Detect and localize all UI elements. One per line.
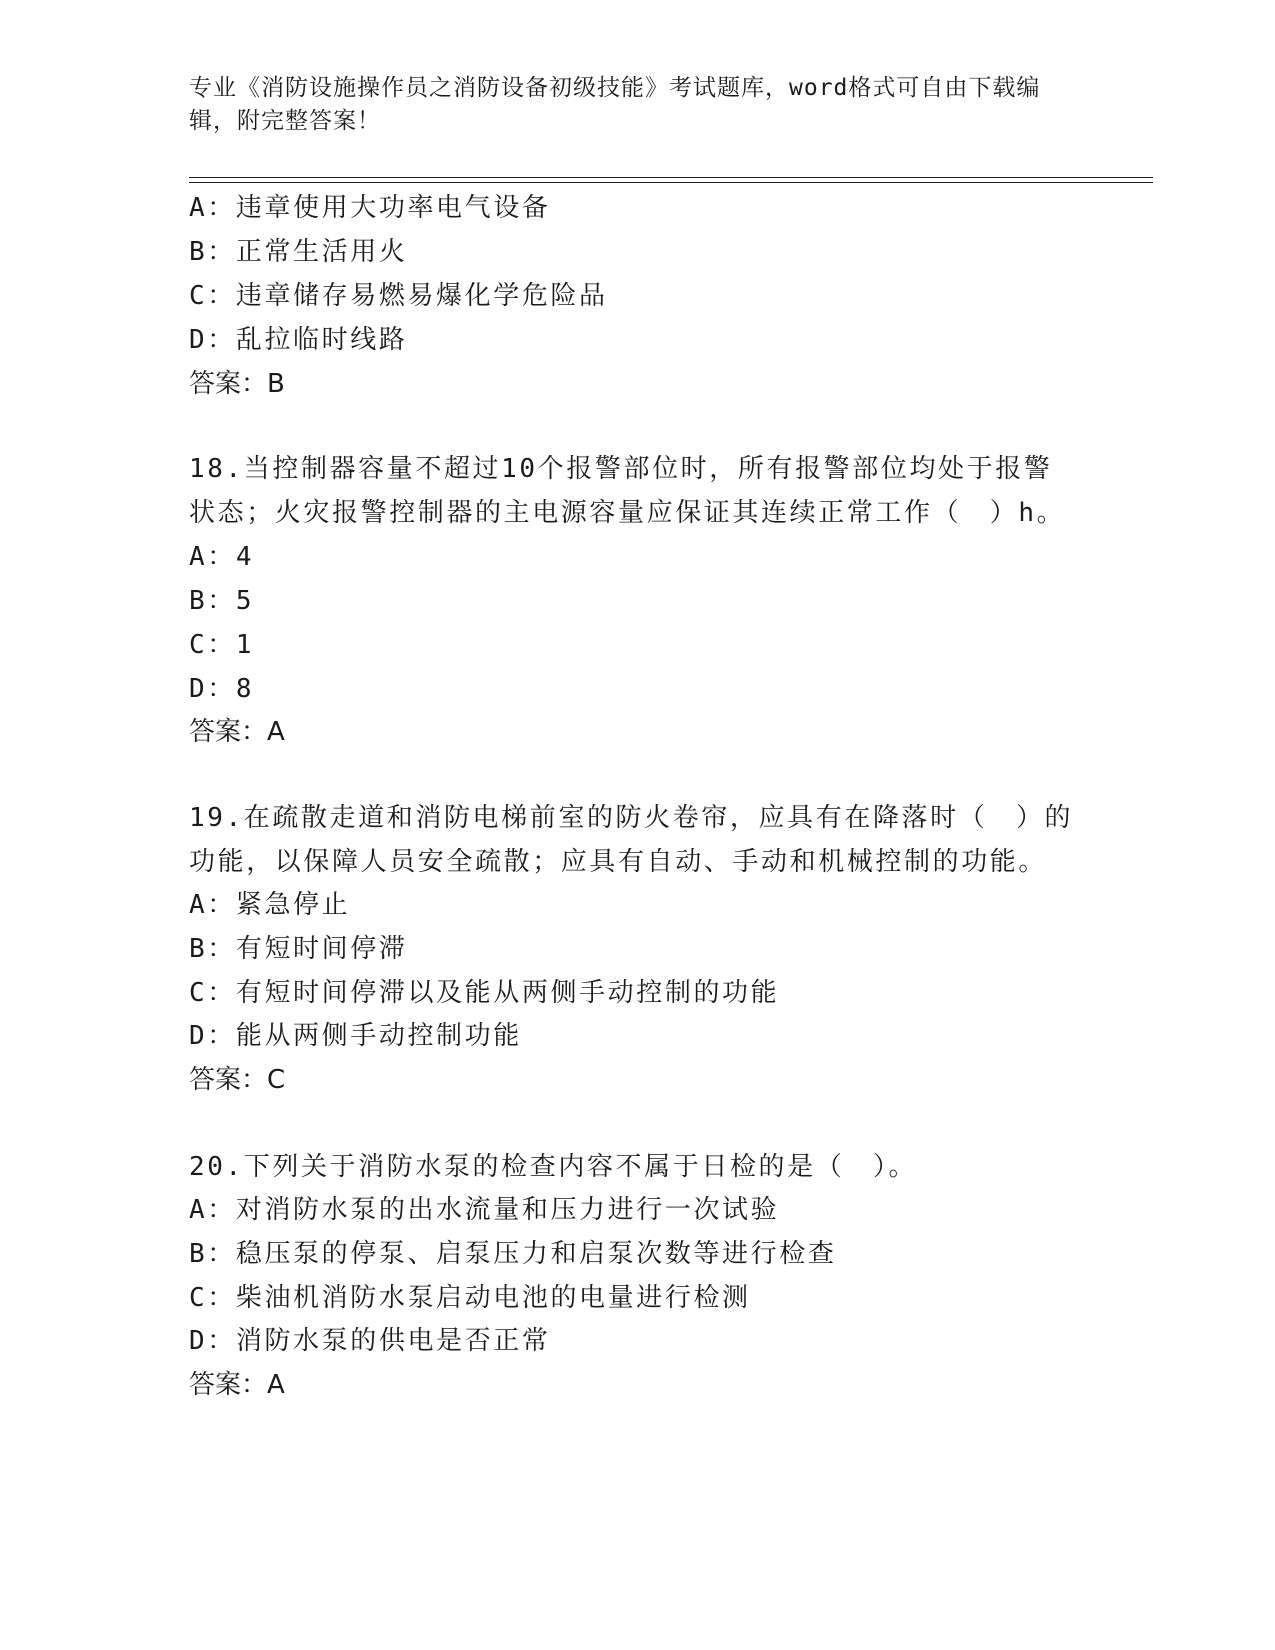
header-line-1: 专业《消防设施操作员之消防设备初级技能》考试题库，word格式可自由下载编: [189, 75, 1041, 101]
q20-option-c: C：柴油机消防水泵启动电池的电量进行检测: [189, 1283, 751, 1313]
q19-option-b: B：有短时间停滞: [189, 934, 408, 964]
q20-stem-line-1: 20.下列关于消防水泵的检查内容不属于日检的是（ ）。: [189, 1152, 918, 1182]
q20-option-a: A：对消防水泵的出水流量和压力进行一次试验: [189, 1195, 780, 1225]
q19-stem-line-2: 功能，以保障人员安全疏散；应具有自动、手动和机械控制的功能。: [189, 847, 1048, 877]
q19-stem-line-1: 19.在疏散走道和消防电梯前室的防火卷帘，应具有在降落时（ ）的: [189, 803, 1074, 833]
q18-option-a: A：4: [189, 542, 255, 572]
q17-option-a: A：违章使用大功率电气设备: [189, 193, 551, 223]
header-line-2: 辑，附完整答案！: [189, 108, 381, 134]
q19-answer: 答案：C: [189, 1065, 286, 1095]
q17-option-c: C：违章储存易燃易爆化学危险品: [189, 281, 608, 311]
q20-option-b: B：稳压泵的停泵、启泵压力和启泵次数等进行检查: [189, 1239, 837, 1269]
q17-answer: 答案：B: [189, 369, 285, 399]
q19-option-d: D：能从两侧手动控制功能: [189, 1021, 522, 1051]
q20-answer: 答案：A: [189, 1370, 285, 1400]
q18-stem-line-1: 18.当控制器容量不超过10个报警部位时，所有报警部位均处于报警: [189, 454, 1053, 484]
q18-option-c: C：1: [189, 630, 255, 660]
q19-option-a: A：紧急停止: [189, 890, 351, 920]
q17-option-b: B：正常生活用火: [189, 237, 408, 267]
q17-option-d: D：乱拉临时线路: [189, 325, 408, 355]
document-header: [189, 72, 1089, 138]
q20-option-d: D：消防水泵的供电是否正常: [189, 1326, 551, 1356]
header-divider-top: [189, 177, 1153, 178]
header-divider-bottom: [189, 182, 1153, 183]
q18-answer: 答案：A: [189, 717, 285, 747]
q18-option-b: B：5: [189, 586, 255, 616]
q19-option-c: C：有短时间停滞以及能从两侧手动控制的功能: [189, 978, 780, 1008]
q18-stem-line-2: 状态；火灾报警控制器的主电源容量应保证其连续正常工作（ ）h。: [189, 498, 1066, 528]
q18-option-d: D：8: [189, 674, 255, 704]
